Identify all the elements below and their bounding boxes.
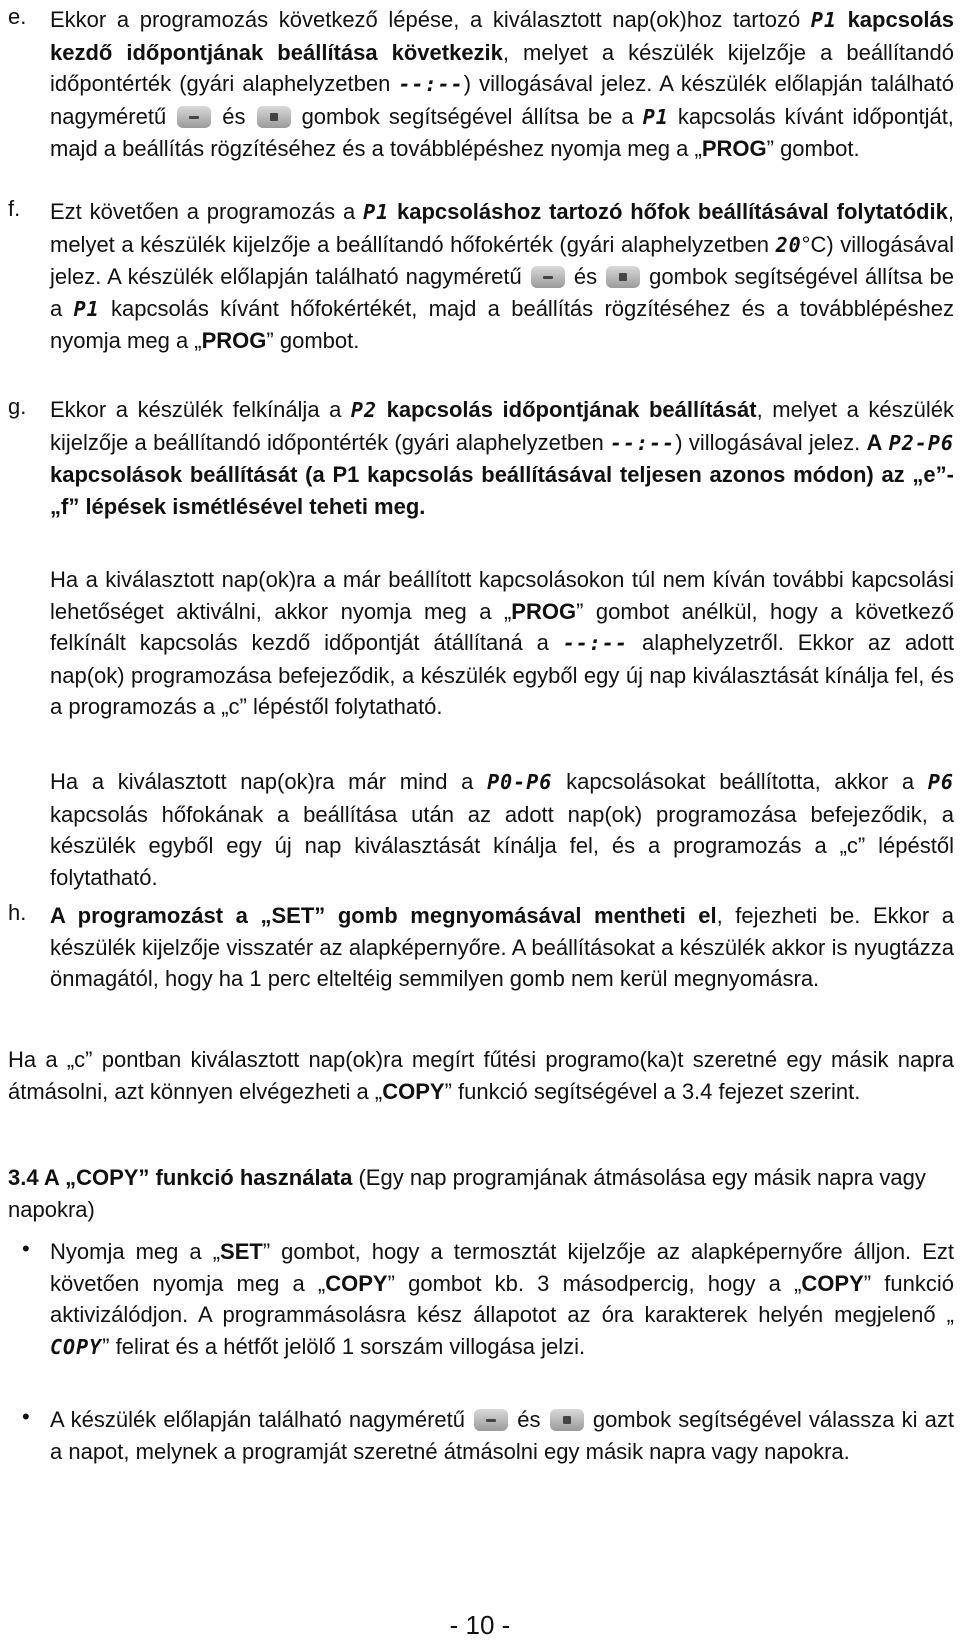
section-heading: 3.4 A „COPY” funkció használata (Egy nap programjának átmásolása egy másik napra vagy napokra) <box>8 1165 926 1222</box>
bullet-text: A készülék előlapján található nagyméretű és gombok segítségével válassza ki azt a napot, melynek a programját szeretné átmásolni egy másik napra vagy napokra. <box>50 1407 954 1464</box>
bullet-text: Nyomja meg a „SET” gombot, hogy a termosztát kijelzője az alapképernyőre álljon. Ezt követően nyomja meg a „COPY” gombot kb. 3 másodpercig, hogy a „COPY” funkció aktivizálódjon. A programmásolásra kész állapotot az óra karakterek helyén megjelenő „COPY” felirat és a hétfőt jelölő 1 sorszám villogása jelzi. <box>50 1236 954 1363</box>
step-h-text: A programozást a „SET” gomb megnyomásával mentheti el, fejezheti be. Ekkor a készülék kijelzője visszatér az alapképernyőre. A beállításokat a készülék akkor is nyugtázza önmagától, hogy ha 1 perc elteltéig semmilyen gomb nem kerül megnyomásra. <box>50 903 954 991</box>
p6-lcd-symbol: P6 <box>927 770 954 794</box>
step-marker: g. <box>8 394 27 419</box>
minus-button-icon <box>474 1409 508 1431</box>
minus-button-icon <box>177 106 211 128</box>
step-g-note-1: Ha a kiválasztott nap(ok)ra a már beállított kapcsolásokon túl nem kíván további kapcsolási lehetőséget aktiválni, akkor nyomja meg a „PROG” gombot anélkül, hogy a következő felkínált kapcsolás kezdő időpontját átállítaná a --:-- alaphelyzetről. Ekkor az adott nap(ok) programozása befejeződik, a készülék egyből egy új nap kiválasztását kínálja fel, és a programozás a „c” lépéstől folytatható. <box>50 567 955 719</box>
p1-lcd-symbol: P1 <box>73 296 100 321</box>
p1-lcd-symbol: P1 <box>363 200 390 224</box>
step-e-text: Ekkor a programozás következő lépése, a kiválasztott nap(ok)hoz tartozó P1 kapcsolás kezdő időpontjának beállítása következik, melyet a készülék kijelzője a beállítandó időpontérték (gyári alaphelyzetben --:--) villogásával jelez. A készülék előlapján található nagyméretű és gombok segítségével állítsa be a P1 kapcsolás kívánt időpontját, majd a beállítás rögzítéséhez és a továbblépéshez nyomja meg a „PROG” gombot. <box>50 7 954 161</box>
step-marker: h. <box>8 900 27 925</box>
step-f-text: Ezt követően a programozás a P1 kapcsoláshoz tartozó hőfok beállításával folytatódik, melyet a készülék kijelzője a beállítandó hőfokérték (gyári alaphelyzetben 20°C) villogásával jelez. A készülék előlapján található nagyméretű és gombok segítségével állítsa be a P1 kapcsolás kívánt hőfokértékét, majd a beállítás rögzítéséhez és a továbblépéshez nyomja meg a „PROG” gombot. <box>50 199 954 353</box>
p2-lcd-symbol: P2 <box>350 398 378 422</box>
page-number: - 10 - <box>449 1610 511 1640</box>
p6-lcd-symbol: P6 <box>927 430 954 455</box>
bullet-dot: • <box>22 1404 30 1429</box>
step-g-note-2: Ha a kiválasztott nap(ok)ra már mind a P0-P6 kapcsolásokat beállította, akkor a P6 kapcsolás hőfokának a beállítása után az adott nap(ok) programozása befejeződik, a készülék egyből egy új nap kiválasztását kínálja fel, és a programozás a „c” lépéstől folytatható. <box>50 769 954 890</box>
time-lcd-symbol: --:-- <box>610 430 676 455</box>
temp-lcd-symbol: 20 <box>775 232 802 257</box>
p6-lcd-symbol: P6 <box>526 770 553 794</box>
step-g-text: Ekkor a készülék felkínálja a P2 kapcsolás időpontjának beállítását, melyet a készülék kijelzője a beállítandó időpontérték (gyári alaphelyzetben --:--) villogásával jelez. A P2-P6 kapcsolások beállítását (a P1 kapcsolás beállításával teljesen azonos módon) az „e”-„f” lépések ismétlésével teheti meg. <box>50 397 954 519</box>
time-lcd-symbol: --:-- <box>398 72 464 96</box>
step-marker: e. <box>8 4 27 29</box>
time-lcd-symbol: --:-- <box>562 631 629 655</box>
plus-button-icon <box>257 106 291 128</box>
p1-lcd-symbol: P1 <box>810 8 837 32</box>
plus-button-icon <box>606 266 640 288</box>
bullet-dot: • <box>22 1236 30 1261</box>
p2-lcd-symbol: P2 <box>888 430 915 455</box>
plus-button-icon <box>550 1409 584 1431</box>
copy-intro-paragraph: Ha a „c” pontban kiválasztott nap(ok)ra megírt fűtési programo(ka)t szeretné egy másik napra átmásolni, azt könnyen elvégezheti a „COPY” funkció segítségével a 3.4 fejezet szerint. <box>8 1047 954 1104</box>
copy-lcd-symbol: COPY <box>50 1334 103 1359</box>
minus-button-icon <box>531 266 565 288</box>
p1-lcd-symbol: P1 <box>642 104 669 129</box>
step-marker: f. <box>8 196 21 221</box>
p0-lcd-symbol: P0 <box>487 770 514 794</box>
